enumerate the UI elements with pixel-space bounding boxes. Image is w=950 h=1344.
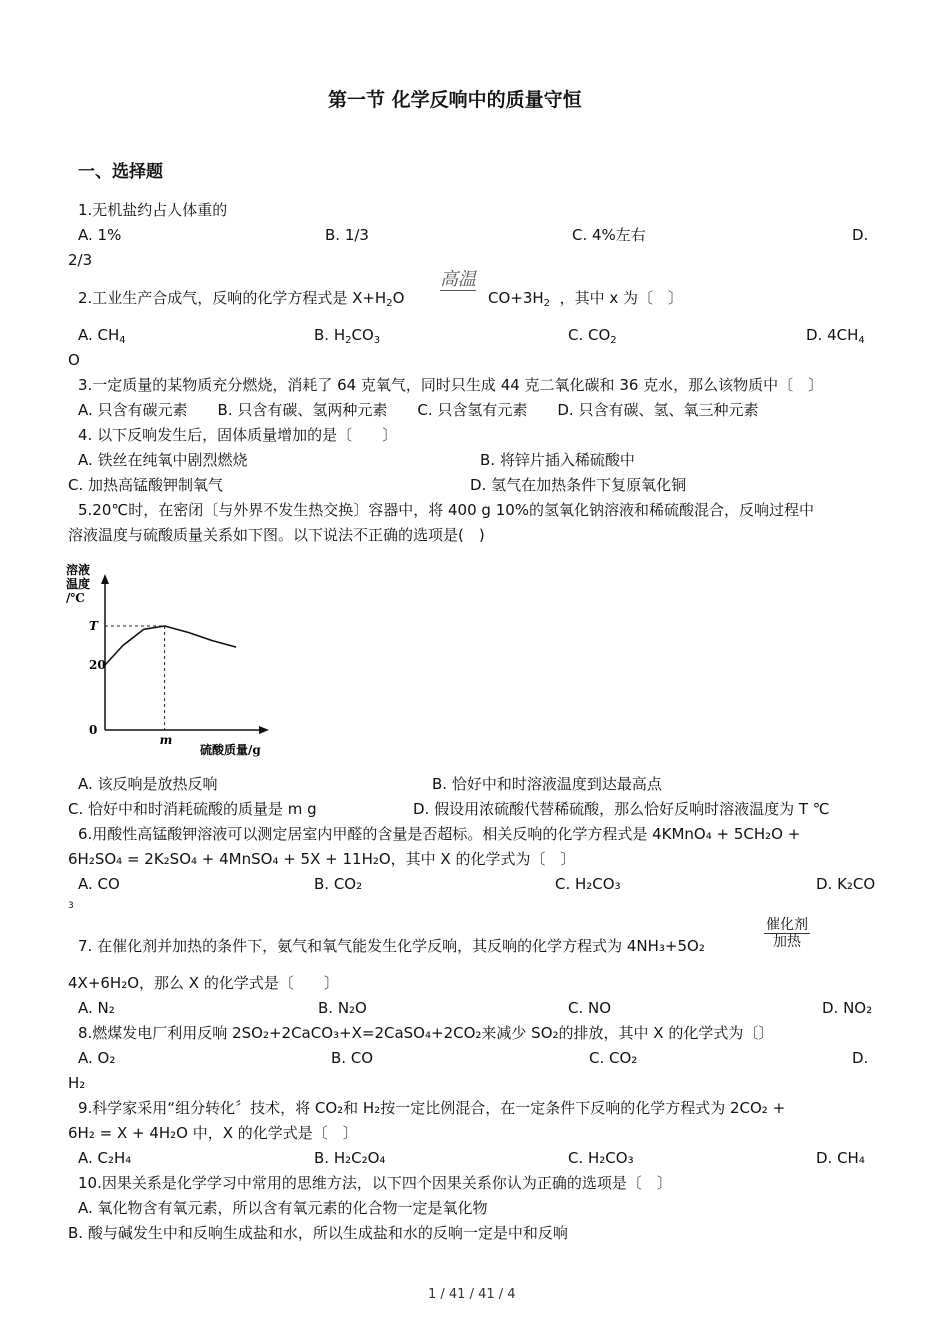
- q1-option-b: B. 1/3: [325, 226, 369, 244]
- x-axis-label: 硫酸质量/g: [200, 743, 261, 757]
- q2-option-d-text: D. 4CH: [806, 326, 859, 344]
- q1-option-d-cont: 2/3: [68, 251, 93, 269]
- q8-option-a: A. O₂: [78, 1049, 116, 1067]
- q1-option-d: D.: [852, 226, 869, 244]
- x-axis-arrow: [259, 726, 269, 734]
- q5-stem-line2: 溶液温度与硫酸质量关系如下图。以下说法不正确的选项是( ): [68, 526, 485, 544]
- q2-option-a: A. $CH_4$: [78, 326, 126, 346]
- q7-option-d: D. NO₂: [822, 999, 873, 1017]
- q8-option-c: C. CO₂: [589, 1049, 638, 1067]
- q2-condition: [440, 270, 476, 294]
- y-tick-label: T: [89, 619, 98, 633]
- q8-stem: 8.燃煤发电厂利用反响 2SO₂+2CaCO₃+X=2CaSO₄+2CO₂来减少 SO₂的排放，其中 X 的化学式为〔〕: [78, 1024, 774, 1042]
- q10-option-a: A. 氧化物含有氧元素，所以含有氧元素的化合物一定是氧化物: [78, 1199, 488, 1217]
- q2-option-d: D. $4CH_4$: [806, 326, 865, 346]
- q5-stem-line1: 5.20℃时，在密闭〔与外界不发生热交换〕容器中，将 400 g 10%的氢氧化钠溶液和稀硫酸混合，反响过程中: [78, 501, 815, 519]
- y-tick-label: 0: [89, 723, 98, 737]
- q7-stem-line1: 7. 在催化剂并加热的条件下，氨气和氧气能发生化学反响，其反响的化学方程式为 4NH₃+5O₂: [78, 937, 705, 955]
- q2-option-c-text: C. CO: [568, 326, 611, 344]
- y-axis-label-line: 温度: [66, 577, 91, 591]
- q4-option-d: D. 氢气在加热条件下复原氧化铜: [470, 476, 687, 494]
- q2-option-c: C. $CO_2$: [568, 326, 617, 346]
- y-axis-label-line: 溶液: [66, 563, 91, 577]
- x-tick-label: m: [159, 733, 173, 747]
- temperature-curve: [105, 626, 236, 665]
- q2-option-b-text: B. H: [314, 326, 346, 344]
- q2-stem-o: O: [392, 289, 405, 307]
- q2-condition-label: 高温: [440, 269, 476, 290]
- q6-option-a: A. CO: [78, 875, 120, 893]
- q9-option-a: A. C₂H₄: [78, 1149, 132, 1167]
- q6-option-d-cont: 3: [68, 901, 74, 911]
- page-title: 第一节 化学反响中的质量守恒: [328, 89, 582, 111]
- q6-option-d: D. K₂CO: [816, 875, 876, 893]
- page-footer: 1 / 41 / 41 / 4: [428, 1287, 516, 1302]
- q8-option-d: D.: [852, 1049, 869, 1067]
- y-tick-label: 20: [89, 658, 106, 672]
- q8-option-b: B. CO: [331, 1049, 374, 1067]
- q8-option-d-cont: H₂: [68, 1074, 86, 1092]
- q7-condition: [764, 917, 810, 950]
- q5-option-b: B. 恰好中和时溶液温度到达最高点: [432, 775, 662, 793]
- q2-option-d-cont: O: [68, 351, 80, 369]
- q4-option-c: C. 加热高锰酸钾制氧气: [68, 476, 224, 494]
- q4-option-a: A. 铁丝在纯氧中剧烈燃烧: [78, 451, 248, 469]
- q3-stem: 3.一定质量的某物质充分燃烧，消耗了 64 克氧气，同时只生成 44 克二氧化碳和 36 克水，那么该物质中〔 〕: [78, 376, 824, 394]
- q2-products: $CO+3H_2$ ，其中 x 为〔 〕: [488, 289, 684, 309]
- q6-option-c: C. H₂CO₃: [555, 875, 621, 893]
- q9-option-b: B. H₂C₂O₄: [314, 1149, 386, 1167]
- q2-option-a-text: A. CH: [78, 326, 120, 344]
- q10-stem: 10.因果关系是化学学习中常用的思维方法，以下四个因果关系你认为正确的选项是〔 〕: [78, 1174, 672, 1192]
- q2-stem-part1: 2.工业生产合成气，反响的化学方程式是 X+H: [78, 289, 387, 307]
- q6-stem-line1: 6.用酸性高锰酸钾溶液可以测定居室内甲醛的含量是否超标。相关反响的化学方程式是 4KMnO₄ + 5CH₂O +: [78, 825, 801, 843]
- q7-option-c: C. NO: [568, 999, 612, 1017]
- q9-stem-line2: 6H₂ = X + 4H₂O 中，X 的化学式是〔 〕: [68, 1124, 358, 1142]
- q5-option-c: C. 恰好中和时消耗硫酸的质量是 m g: [68, 800, 317, 818]
- q7-option-a: A. N₂: [78, 999, 115, 1017]
- q6-option-b: B. CO₂: [314, 875, 363, 893]
- q9-option-c: C. H₂CO₃: [568, 1149, 634, 1167]
- q9-option-d: D. CH₄: [816, 1149, 865, 1167]
- q5-chart: [60, 562, 280, 762]
- q7-condition-bottom: 加热: [773, 934, 801, 950]
- q7-stem-line2: 4X+6H₂O，那么 X 的化学式是〔 〕: [68, 974, 339, 992]
- q2-products-text: CO+3H: [488, 289, 544, 307]
- q7-option-b: B. N₂O: [318, 999, 367, 1017]
- q9-stem-line1: 9.科学家采用“组分转化〞技术，将 CO₂和 H₂按一定比例混合，在一定条件下反响的化学方程式为 2CO₂ +: [78, 1099, 786, 1117]
- y-axis-arrow: [101, 574, 109, 584]
- q1-option-c: C. 4%左右: [572, 226, 646, 244]
- section-heading: 一、选择题: [78, 162, 163, 182]
- q6-stem-line2: 6H₂SO₄ = 2K₂SO₄ + 4MnSO₄ + 5X + 11H₂O，其中 X 的化学式为〔 〕: [68, 850, 576, 868]
- q2-option-b-text2: CO: [351, 326, 374, 344]
- q7-condition-top: 催化剂: [766, 917, 808, 933]
- y-axis-label-line: /℃: [66, 591, 85, 605]
- q2-stem-part2: ，其中 x 为〔 〕: [559, 289, 684, 307]
- q1-option-a: A. 1%: [78, 226, 122, 244]
- q3-options: A. 只含有碳元素 B. 只含有碳、氢两种元素 C. 只含氢有元素 D. 只含有碳、氢、氧三种元素: [78, 401, 759, 419]
- q2-option-b: B. $H_2CO_3$: [314, 326, 381, 346]
- q1-stem: 1.无机盐约占人体重的: [78, 201, 228, 219]
- q5-option-d: D. 假设用浓硫酸代替稀硫酸，那么恰好反响时溶液温度为 T ℃: [413, 800, 830, 818]
- q10-option-b: B. 酸与碱发生中和反响生成盐和水，所以生成盐和水的反响一定是中和反响: [68, 1224, 568, 1242]
- q5-option-a: A. 该反响是放热反响: [78, 775, 218, 793]
- q4-stem: 4. 以下反响发生后，固体质量增加的是〔 〕: [78, 426, 398, 444]
- q2-stem: 2.工业生产合成气，反响的化学方程式是 $X+H_2O$: [78, 289, 405, 309]
- q4-option-b: B. 将锌片插入稀硫酸中: [480, 451, 635, 469]
